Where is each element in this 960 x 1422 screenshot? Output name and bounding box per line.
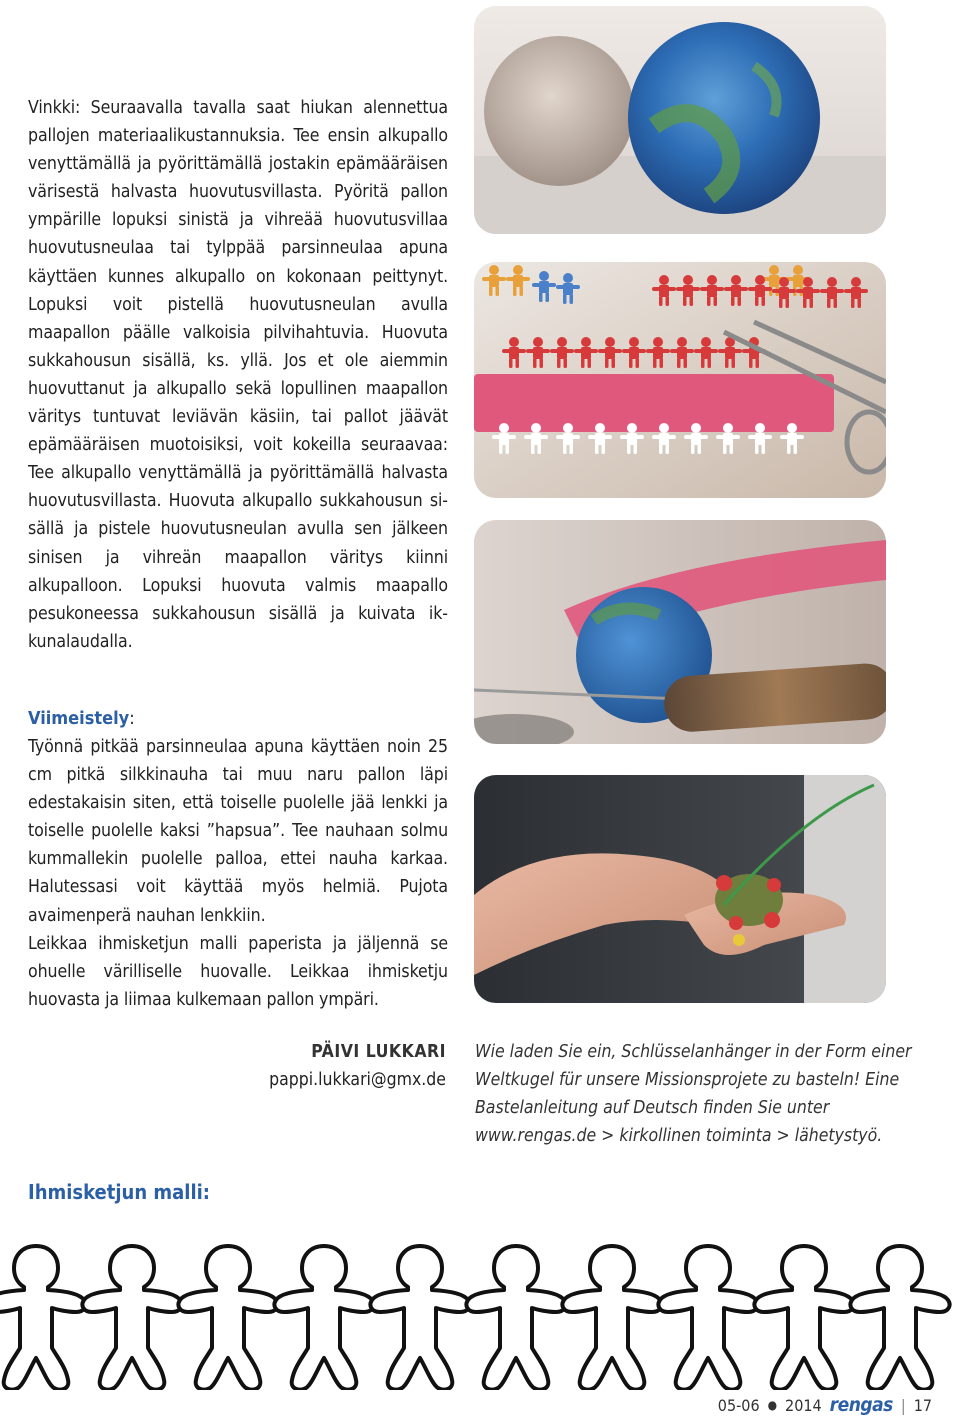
author-name: PÄIVI LUKKARI (311, 1042, 446, 1062)
footer-separator: | (900, 1395, 906, 1415)
chain-person (658, 1246, 757, 1390)
finishing-paragraph-2: Leikkaa ihmisketjun malli paperista ja jäljennä se ohuelle värilliselle huovalle. Leikkaa ihmisketju huovasta ja liimaa kulkemaan pallon ympäri. (28, 933, 448, 1010)
photo-felting-needle (474, 520, 886, 744)
footer-year: 2014 (785, 1395, 822, 1415)
footer-page-number: 17 (913, 1395, 932, 1415)
finishing-heading (28, 705, 135, 733)
page-footer (718, 1394, 932, 1416)
people-chain-pattern (0, 1220, 960, 1390)
photo-hands-keychain (474, 775, 886, 1003)
chain-person (178, 1246, 277, 1390)
finishing-heading-colon: : (129, 708, 135, 729)
author-block (230, 1038, 446, 1094)
photo-felt-chains (474, 262, 886, 498)
chain-person (562, 1246, 661, 1390)
footer-bullet: ● (767, 1398, 778, 1412)
chain-person (754, 1246, 853, 1390)
chain-person (82, 1246, 181, 1390)
finishing-heading-label: Viimeistely (28, 708, 130, 729)
finishing-section (28, 733, 448, 1014)
felting-needle-illustration (474, 520, 886, 744)
chain-person (370, 1246, 469, 1390)
chain-person (274, 1246, 373, 1390)
footer-brand-logo: rengas (829, 1394, 893, 1416)
chain-person (0, 1246, 86, 1390)
hands-keychain-illustration (474, 775, 886, 1003)
author-email[interactable]: pappi.lukkari@gmx.de (269, 1070, 446, 1090)
chain-person (466, 1246, 565, 1390)
pattern-heading: Ihmisketjun malli: (28, 1180, 210, 1204)
tip-paragraph: Vinkki: Seuraavalla tavalla saat hiukan alennettua pallojen materiaalikustannuksia. Tee ensin alkupallo venyttämällä ja pyörittämällä jostakin epämääräisen värisestä halvasta huovutusvillasta. Pyöritä pallon ympärille lopuksi sinistä ja vihreää huovutusvillaa huovutusneulaa tai tylppää parsinneulaa apuna käyttäen kunnes alkupallo on kokonaan peittynyt. Lopuksi voit pistellä huovutusneulan avulla maapallon päälle valkoisia pilvihahtuvia. Huovuta sukkahousun sisällä, ks. yllä. Jos et ole aiemmin huovuttanut ja alkupallo sekä lopullinen maapallon väritys tuntuvat leviävän käsiin, tai pallot jäävät epämääräisen muotoisiksi, voit kokeilla seuraavaa: Tee alkupallo venyttämällä ja pyörittämällä halvasta huovutusvillasta. Huovuta alkupallo sukkahousun sisällä ja pistele huovutusneulan avulla sen jälkeen sinisen ja vihreän maapallon väritys kiinni alkupalloon. Lopuksi huovuta valmis maapallo pesukoneessa sukkahousun sisällä ja kuivata ikkunalaudalla. (28, 98, 448, 652)
felt-chains-illustration (474, 262, 886, 498)
photo-felt-balls (474, 6, 886, 234)
chain-person (850, 1246, 949, 1390)
german-note: Wie laden Sie ein, Schlüsselanhänger in der Form einer Weltkugel für unsere Missionsprojete zu basteln! Eine Bastelanleitung auf Deutsch finden Sie unter www.rengas.de > kirkollinen toiminta > lähetystyö. (475, 1042, 912, 1146)
felt-balls-illustration (474, 6, 886, 234)
footer-issue: 05-06 (717, 1395, 760, 1415)
finishing-paragraph-1: Työnnä pitkää parsinneulaa apuna käyttäen noin 25 cm pitkä silkkinauha tai muu naru pallon läpi edestakaisin siten, että toiselle puolelle jää lenkki ja toiselle puolelle kaksi ”hapsua”. Tee nauhaan solmu kummallekin puolelle palloa, ettei nauha karkaa. Halutessasi voit käyttää myös helmiä. Pujota avaimenperä nauhan lenkkiin. (28, 737, 448, 926)
